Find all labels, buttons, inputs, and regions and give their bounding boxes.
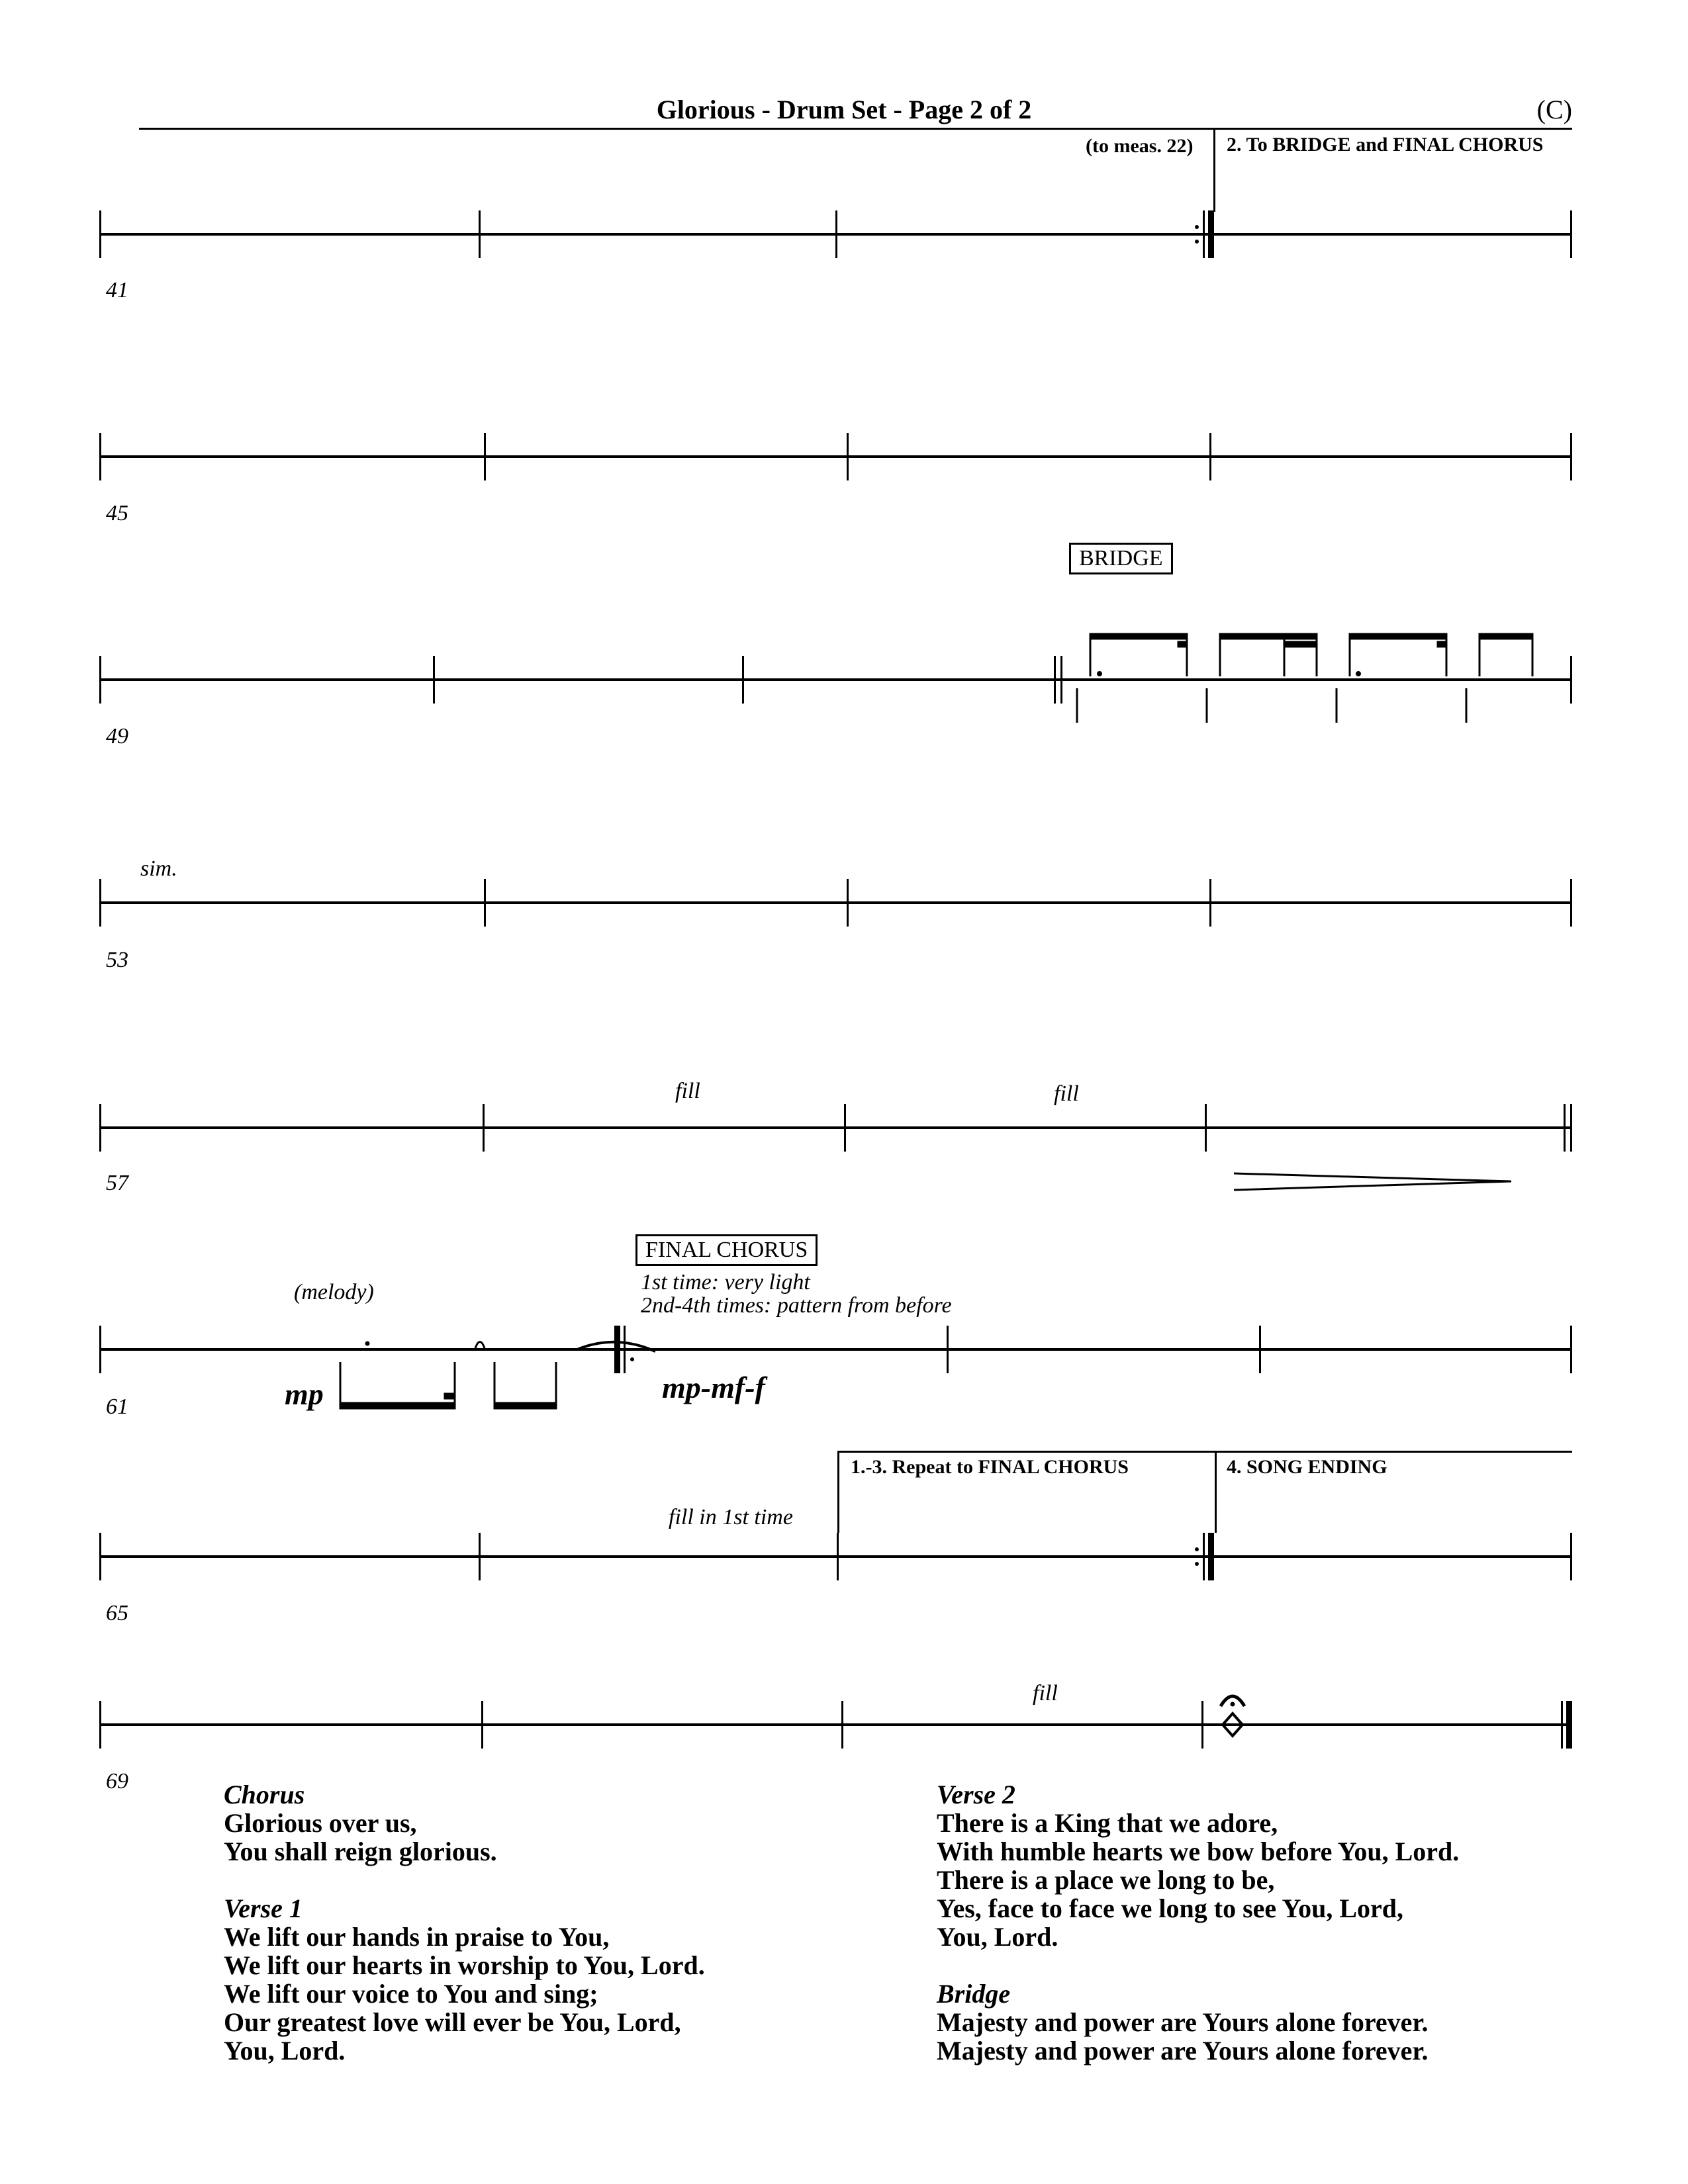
volta-2-label: 2. To BRIDGE and FINAL CHORUS	[1227, 134, 1544, 156]
instruction-line-2: 2nd-4th times: pattern from before	[641, 1293, 952, 1318]
measure-number: 57	[106, 1171, 128, 1195]
volta-2-label: 4. SONG ENDING	[1227, 1456, 1387, 1478]
measure-number: 49	[106, 724, 128, 749]
lyrics-right-column	[937, 1780, 1459, 2065]
rehearsal-mark-bridge: BRIDGE	[1069, 543, 1173, 574]
lyric-line: Yes, face to face we long to see You, Lord,	[937, 1893, 1404, 1923]
measure-number: 69	[106, 1769, 128, 1794]
lyrics-heading-verse-2: Verse 2	[937, 1780, 1015, 1809]
lyric-line: We lift our hands in praise to You,	[224, 1922, 610, 1952]
fill-marking: fill	[1054, 1081, 1079, 1106]
rehearsal-mark-final-chorus: FINAL CHORUS	[635, 1234, 818, 1266]
fill-marking: fill	[675, 1079, 700, 1103]
page-title: Glorious - Drum Set - Page 2 of 2	[656, 95, 1032, 124]
lyric-line: We lift our hearts in worship to You, Lord.	[224, 1950, 705, 1980]
simile-marking: sim.	[140, 856, 177, 881]
melody-marking: (melody)	[294, 1280, 374, 1304]
to-measure-label: (to meas. 22)	[1086, 135, 1194, 157]
measure-number: 61	[106, 1394, 128, 1419]
lyric-line: You, Lord.	[224, 2036, 346, 2066]
fill-marking: fill in 1st time	[669, 1505, 793, 1529]
dynamic-mp-mf-f: mp-mf-f	[662, 1371, 765, 1404]
measure-number: 53	[106, 948, 128, 972]
measure-number: 65	[106, 1601, 128, 1625]
instruction-line-1: 1st time: very light	[641, 1270, 810, 1295]
measure-number: 45	[106, 501, 128, 525]
lyrics-left-column	[224, 1780, 705, 2065]
key-indicator: (C)	[1536, 95, 1572, 124]
lyrics-heading-verse-1: Verse 1	[224, 1893, 303, 1923]
measure-number: 41	[106, 278, 128, 302]
lyrics-heading-chorus: Chorus	[224, 1780, 305, 1809]
lyric-line: Majesty and power are Yours alone forever.	[937, 2036, 1429, 2066]
volta-1-label: 1.-3. Repeat to FINAL CHORUS	[851, 1456, 1129, 1478]
lyric-line: You, Lord.	[937, 1922, 1058, 1952]
lyric-line: With humble hearts we bow before You, Lord.	[937, 1837, 1460, 1866]
lyrics-heading-bridge: Bridge	[937, 1979, 1011, 2009]
lyric-line: We lift our voice to You and sing;	[224, 1979, 598, 2009]
lyric-line: Majesty and power are Yours alone forever.	[937, 2007, 1429, 2037]
lyric-line: You shall reign glorious.	[224, 1837, 497, 1866]
fill-marking: fill	[1033, 1681, 1058, 1706]
lyric-line: Glorious over us,	[224, 1808, 417, 1838]
dynamic-mp: mp	[285, 1377, 324, 1411]
lyric-line: There is a place we long to be,	[937, 1865, 1275, 1895]
lyric-line: There is a King that we adore,	[937, 1808, 1278, 1838]
lyric-line: Our greatest love will ever be You, Lord,	[224, 2007, 681, 2037]
